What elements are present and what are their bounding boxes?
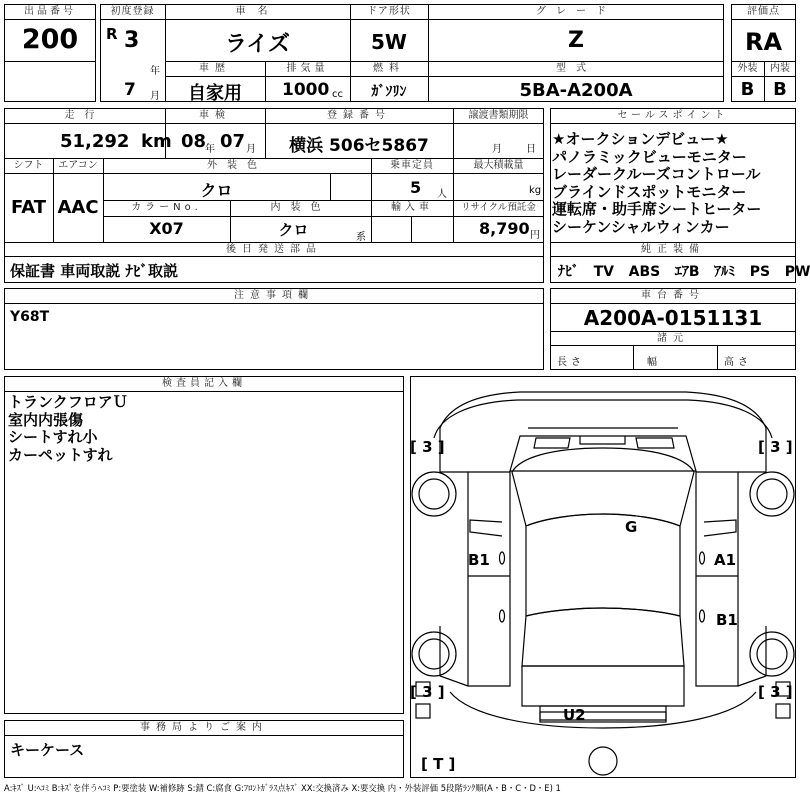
model-label: 型式 [556, 63, 596, 74]
inspector-line: 室内内張傷 [8, 410, 84, 429]
first-reg-month: 7 [124, 80, 136, 100]
max-load-label: 最大積載量 [473, 160, 524, 171]
equipment-list [558, 261, 810, 281]
equipment-item: TV [593, 264, 615, 280]
car-name: ライズ [224, 32, 291, 57]
month-unit: 月 [150, 91, 160, 102]
equipment-item: ｴｱB [674, 264, 700, 280]
displacement-label: 排気量 [286, 63, 329, 74]
lot-number-label: 出品番号 [24, 6, 76, 17]
notes-label: 注意事項欄 [234, 290, 314, 301]
sales-points-label: セールスポイント [617, 110, 729, 121]
reg-number-label: 登録番号 [327, 110, 391, 121]
fuel-label: 燃料 [373, 63, 405, 74]
length-label: 長さ [557, 357, 585, 368]
sales-point-6: シーケンシャルウィンカー [552, 217, 730, 236]
damage-mark-g: G [625, 518, 638, 536]
capacity: 5 [410, 178, 422, 197]
grade-label: グレード [536, 6, 616, 17]
sales-point-1: ★オークションデビュー★ [552, 130, 729, 148]
color-no-label: カラーNo. [131, 202, 202, 213]
import-label: 輸入車 [391, 202, 433, 213]
equipment-label: 純正装備 [641, 244, 705, 255]
inspector-label: 検査員記入欄 [162, 378, 246, 389]
sales-point-2: パノラミックビューモニター [552, 147, 747, 166]
first-reg-label: 初度登録 [110, 6, 155, 17]
mileage: 51,292 [60, 131, 130, 152]
history-label: 車歴 [199, 63, 231, 74]
door-type: 5W [371, 30, 407, 54]
shift: FAT [10, 197, 47, 218]
model: 5BA-A200A [519, 80, 633, 101]
ext-color: クロ [200, 181, 233, 200]
color-no: X07 [149, 219, 184, 238]
door-label: ドア形状 [367, 6, 411, 17]
score: RA [744, 28, 783, 56]
history: 自家用 [188, 83, 242, 104]
capacity-unit: 人 [437, 189, 447, 200]
sales-points-list [552, 131, 761, 236]
chassis-label: 車台番号 [641, 290, 705, 301]
office-text: キーケース [10, 741, 85, 759]
displacement: 1000 [282, 80, 330, 100]
ac-label: エアコン [58, 160, 98, 171]
damage-mark-u2: U2 [563, 706, 586, 724]
inspection-year: 08 [181, 131, 207, 152]
displacement-unit: cc [332, 89, 343, 100]
office-label: 事務局よりご案内 [140, 722, 268, 733]
inspection-label: 車検 [199, 110, 231, 121]
inspector-notes [8, 394, 128, 464]
recycle-label: リサイクル預託金 [461, 202, 536, 213]
chassis-number: A200A-0151131 [583, 306, 763, 330]
mileage-unit: km [141, 131, 172, 152]
inspector-line: カーペットすれ [8, 445, 113, 464]
int-color-label: 内装色 [270, 202, 331, 213]
first-reg-year: 3 [124, 28, 140, 53]
specs-label: 諸元 [657, 333, 689, 344]
width-label: 幅 [647, 357, 657, 368]
mileage-label: 走行 [64, 110, 105, 121]
equipment-item: ABS [628, 264, 661, 280]
tire-rr-score: [ 3 ] [758, 683, 793, 701]
capacity-label: 乗車定員 [390, 160, 434, 171]
score-label: 評価点 [747, 6, 780, 17]
car-name-label: 車名 [235, 6, 280, 17]
equipment-item: ﾅﾋﾞ [558, 264, 579, 280]
lot-number: 200 [21, 24, 79, 55]
damage-mark-b1-left: B1 [468, 551, 490, 569]
inspector-line: シートすれ小 [8, 428, 98, 446]
inspection-year-unit: 年 [205, 144, 215, 155]
spare-tire-score: [ T ] [421, 755, 456, 773]
inspection-month-unit: 月 [246, 144, 256, 155]
shift-label: シフト [13, 160, 44, 171]
exterior-score: B [740, 79, 755, 100]
damage-mark-b1-right: B1 [716, 611, 738, 629]
tire-fr-score: [ 3 ] [758, 438, 793, 456]
exterior-label: 外装 [737, 63, 758, 74]
later-items: 保証書 車両取説 ﾅﾋﾞ取説 [10, 262, 178, 280]
recycle-fee: 8,790 [479, 219, 530, 238]
ac: AAC [57, 197, 99, 218]
int-color: クロ [278, 221, 309, 239]
int-color-unit: 系 [356, 232, 366, 243]
equipment-item: PW [784, 264, 810, 280]
fuel: ｶﾞｿﾘﾝ [371, 84, 407, 100]
transfer-label: 譲渡書類期限 [468, 110, 529, 121]
legend: A:ｷｽﾞ U:ﾍｺﾐ B:ｷｽﾞを伴うﾍｺﾐ P:要塗装 W:補修跡 S:錆 C:腐食 G:ﾌﾛﾝﾄｶﾞﾗｽ点ｷｽﾞ XX:交換済み X:要交換 内・外装評価 5段階ﾗﾝｸ順(A・B・C・D・E) 1 [4, 783, 561, 793]
era: R [106, 25, 118, 43]
reg-number: 横浜 506セ5867 [289, 136, 429, 156]
recycle-unit: 円 [530, 230, 540, 241]
inspection-month: 07 [220, 131, 246, 152]
grade: Z [568, 28, 584, 53]
car-diagram [410, 376, 796, 778]
interior-label: 内装 [770, 63, 790, 74]
transfer-month: 月 [492, 144, 502, 155]
notes-text: Y68T [10, 309, 50, 325]
year-unit: 年 [150, 66, 160, 77]
equipment-item: ｱﾙﾐ [714, 264, 736, 280]
sales-point-5: 運転席・助手席シートヒーター [552, 200, 762, 218]
transfer-day: 日 [526, 144, 536, 155]
sales-point-3: レーダークルーズコントロール [552, 165, 761, 183]
inspector-line: トランクフロアＵ [8, 393, 128, 411]
equipment-item: PS [749, 264, 771, 280]
interior-score: B [773, 79, 787, 100]
sales-point-4: ブラインドスポットモニター [552, 182, 747, 201]
height-label: 高さ [724, 357, 752, 368]
damage-mark-a1: A1 [714, 551, 737, 569]
later-items-label: 後日発送部品 [226, 244, 322, 255]
max-load-unit: kg [529, 185, 542, 196]
tire-fl-score: [ 3 ] [410, 438, 445, 456]
tire-rl-score: [ 3 ] [410, 683, 445, 701]
ext-color-label: 外装色 [207, 160, 267, 171]
